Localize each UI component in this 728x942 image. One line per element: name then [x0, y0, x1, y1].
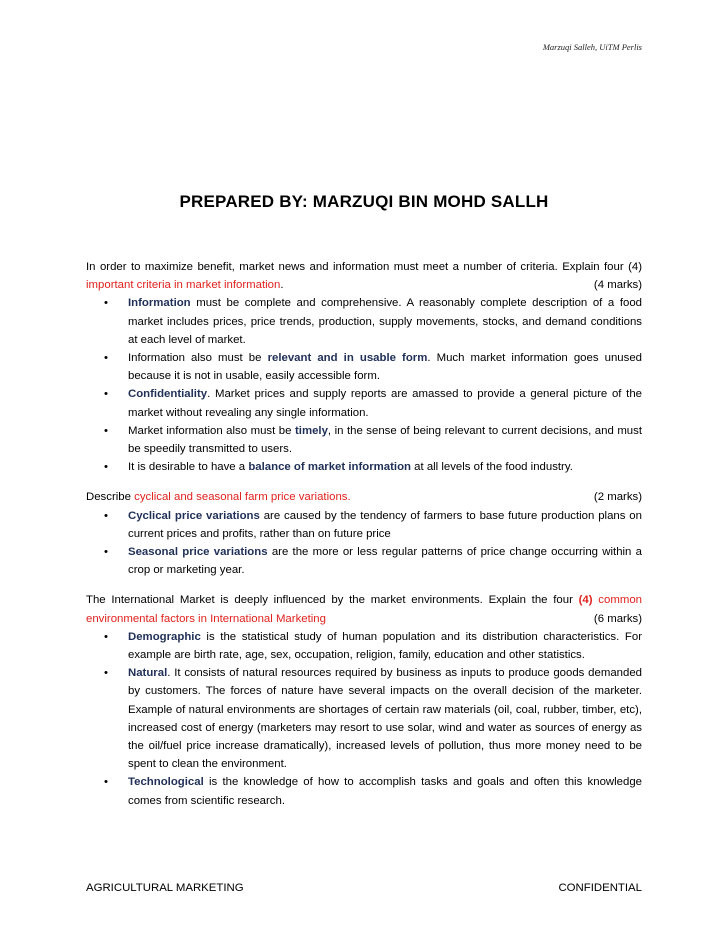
document-body	[86, 258, 642, 810]
list-item: • It is desirable to have a balance of market information at all levels of the food industry.	[86, 458, 642, 476]
question-1-marks: (4 marks)	[593, 279, 642, 292]
question-1-points	[86, 294, 642, 476]
list-item: • Demographic is the statistical study of human population and its distribution characteristics. For example are birth rate, age, sex, occupation, religion, family, education and other statistics.	[86, 628, 642, 664]
list-item: • Information must be complete and comprehensive. A reasonably complete description of a food market includes prices, price trends, production, supply movements, stocks, and demand conditions at each level of market.	[86, 294, 642, 349]
list-item: • Confidentiality. Market prices and supply reports are amassed to provide a general picture of the market without revealing any single information.	[86, 385, 642, 421]
question-3-marks: (6 marks)	[593, 612, 642, 625]
question-2-marks: (2 marks)	[593, 491, 642, 504]
question-2-points	[86, 507, 642, 580]
list-item: • Natural. It consists of natural resources required by business as inputs to produce goods demanded by customers. The forces of nature have several impacts on the overall decision of the marketer. Example of natural environments are shortages of certain raw materials (oil, coal, rubber, timber, etc), increased cost of energy (marketers may resort to use solar, wind and water as sources of energy as the oil/fuel price increase dramatically), increased levels of pollution, thus more money need to be spent to clean the environment.	[86, 664, 642, 773]
footer-course: AGRICULTURAL MARKETING	[86, 882, 244, 894]
footer-confidential: CONFIDENTIAL	[558, 882, 642, 894]
question-2	[86, 488, 642, 579]
question-1	[86, 258, 642, 476]
list-item: • Information also must be relevant and in usable form. Much market information goes unused because it is not in usable, easily accessible form.	[86, 349, 642, 385]
list-item: • Seasonal price variations are the more or less regular patterns of price change occurring within a crop or marketing year.	[86, 543, 642, 579]
question-3-text: The International Market is deeply influenced by the market environments. Explain the four (4) common environmental factors in International Marketing (6 marks)	[86, 591, 642, 627]
list-item: • Cyclical price variations are caused by the tendency of farmers to base future production plans on current prices and profits, rather than on future price	[86, 507, 642, 543]
question-3-highlight: common environmental factors in International Marketing	[86, 594, 642, 625]
question-1-text: In order to maximize benefit, market news and information must meet a number of criteria. Explain four (4) important criteria in market information. (4 marks)	[86, 258, 642, 294]
question-1-highlight: important criteria in market information	[86, 279, 281, 292]
list-item: • Technological is the knowledge of how to accomplish tasks and goals and often this knowledge comes from scientific research.	[86, 773, 642, 809]
header-author: Marzuqi Salleh, UiTM Perlis	[542, 42, 642, 52]
question-3-points	[86, 628, 642, 810]
question-3	[86, 591, 642, 809]
list-item: • Market information also must be timely, in the sense of being relevant to current decisions, and must be speedily transmitted to users.	[86, 422, 642, 458]
page-title: PREPARED BY: MARZUQI BIN MOHD SALLH	[179, 192, 549, 211]
question-2-text: Describe cyclical and seasonal farm price variations. (2 marks)	[86, 488, 642, 506]
question-2-highlight: cyclical and seasonal farm price variations.	[134, 491, 351, 504]
